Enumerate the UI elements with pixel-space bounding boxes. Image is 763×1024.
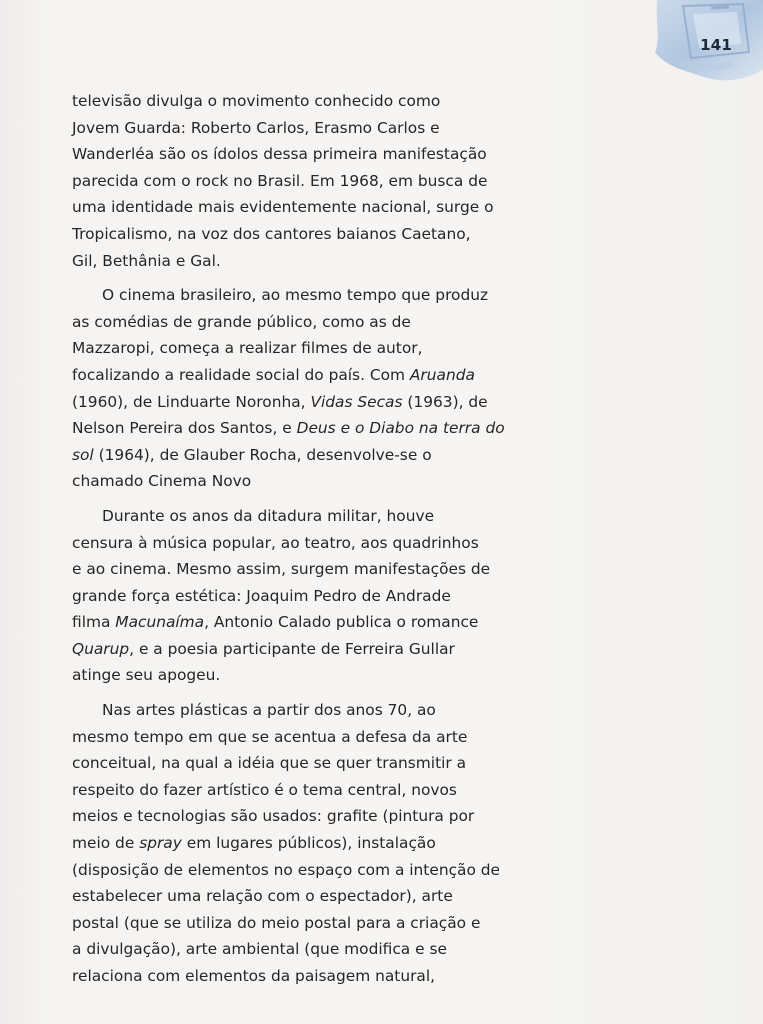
film-title-italic: sol [72,445,94,464]
work-title-italic: Quarup [72,639,130,658]
text-segment: meio de [72,834,140,853]
text-line [72,442,502,469]
text-line: as comédias de grande público, como as de [72,312,411,331]
text-line [72,362,502,389]
text-line: Wanderléa são os ídolos dessa primeira manifestação [72,145,487,164]
text-line: uma identidade mais evidentemente nacional, surge o [72,198,494,217]
text-line: e ao cinema. Mesmo assim, surgem manifestações de [72,560,491,579]
text-line: conceitual, na qual a idéia que se quer transmitir a [72,754,467,773]
paragraph [72,282,505,495]
text-line [72,415,505,442]
paragraph [72,697,502,990]
text-line: censura à música popular, ao teatro, aos quadrinhos [72,533,479,552]
text-segment: (1963), de [402,392,488,411]
text-line [72,636,502,663]
paragraph [72,503,502,689]
paragraph [72,88,502,274]
text-line: Tropicalismo, na voz dos cantores baianos Caetano, [72,224,471,243]
text-line: O cinema brasileiro, ao mesmo tempo que produz [102,286,489,305]
text-line [72,609,502,636]
text-line: Jovem Guarda: Roberto Carlos, Erasmo Carlos e [72,118,440,137]
text-line: Mazzaropi, começa a realizar filmes de autor, [72,339,423,358]
text-line: grande força estética: Joaquim Pedro de Andrade [72,586,451,605]
text-segment: filma [72,613,116,632]
text-line: atinge seu apogeu. [72,666,221,685]
text-line: postal (que se utiliza do meio postal para a criação e [72,913,481,932]
text-line: parecida com o rock no Brasil. Em 1968, em busca de [72,171,488,190]
text-line: televisão divulga o movimento conhecido como [72,92,441,110]
text-line: Gil, Bethânia e Gal. [72,251,221,270]
text-line: respeito do fazer artístico é o tema central, novos [72,780,457,799]
text-segment: (1964), de Glauber Rocha, desenvolve-se o [93,445,432,464]
text-segment: focalizando a realidade social do país. Com [72,365,410,384]
text-line: Durante os anos da ditadura militar, houve [102,506,435,525]
text-segment: (1960), de Linduarte Noronha, [72,392,311,411]
text-line [72,830,502,857]
text-line: (disposição de elementos no espaço com a intenção de [72,860,501,879]
text-line: estabelecer uma relação com o espectador), arte [72,887,453,906]
text-line: chamado Cinema Novo [72,472,252,491]
text-line: mesmo tempo em que se acentua a defesa da arte [72,727,468,746]
film-title-italic: Deus e o Diabo na terra do [296,419,505,438]
body-text [72,88,505,990]
film-title-italic: Vidas Secas [310,392,403,411]
page-number: 141 [700,36,732,54]
text-line: relaciona com elementos da paisagem natural, [72,967,435,985]
text-segment: , Antonio Calado publica o romance [204,613,479,632]
text-segment: Nelson Pereira dos Santos, e [72,419,297,438]
text-segment: , e a poesia participante de Ferreira Gullar [129,639,455,658]
term-italic: spray [139,834,182,853]
film-title-italic: Aruanda [409,365,475,384]
work-title-italic: Macunaíma [115,613,205,632]
text-line: Nas artes plásticas a partir dos anos 70, ao [102,701,436,720]
text-line: meios e tecnologias são usados: grafite (pintura por [72,807,475,826]
text-segment: em lugares públicos), instalação [181,834,436,853]
text-line: a divulgação), arte ambiental (que modifica e se [72,940,447,959]
text-line [72,389,502,416]
